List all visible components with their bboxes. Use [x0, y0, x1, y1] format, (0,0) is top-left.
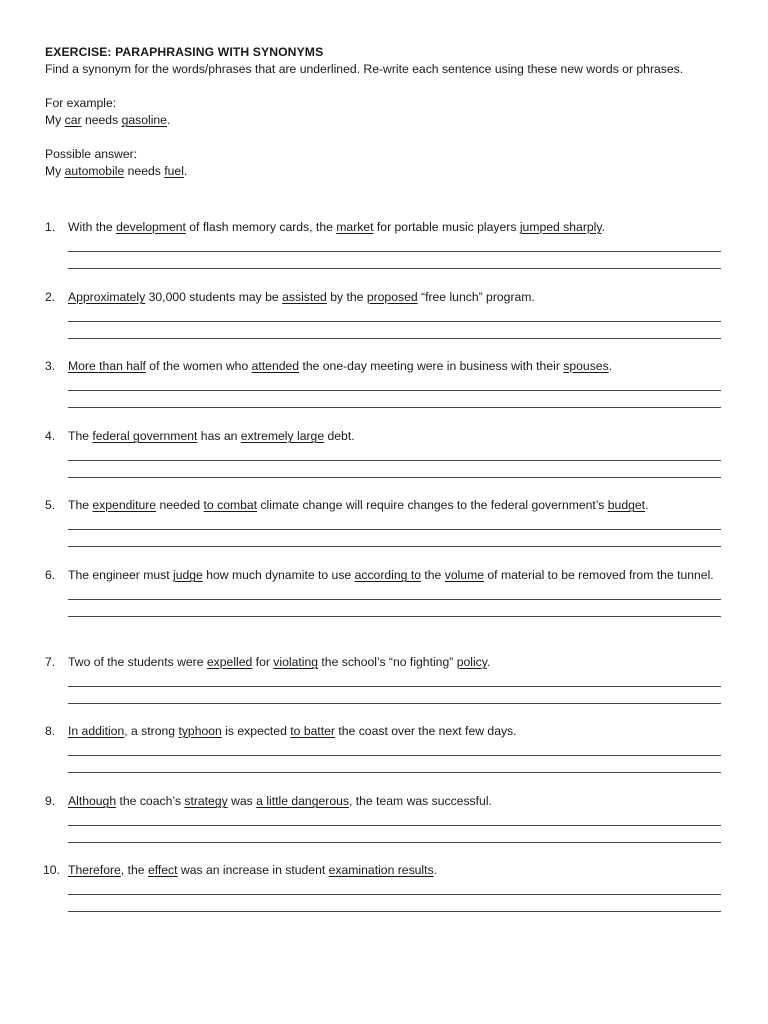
question-number: 9. — [45, 794, 56, 808]
sentence-text: . — [601, 220, 605, 234]
sentence-text: by the — [326, 290, 367, 304]
question-sentence — [68, 289, 721, 306]
question-item — [45, 358, 721, 408]
underlined-phrase: typhoon — [178, 724, 222, 738]
question-number: 6. — [45, 568, 56, 582]
sentence-text: Two of the students were — [68, 655, 207, 669]
question-number: 8. — [45, 724, 56, 738]
underlined-phrase: expelled — [206, 655, 253, 669]
sentence-text: was an increase in student — [177, 863, 329, 877]
answer-line[interactable] — [68, 445, 721, 461]
underlined-phrase: More than half — [68, 359, 146, 373]
sentence-text: debt. — [324, 429, 355, 443]
underlined-phrase: automobile — [64, 164, 125, 178]
underlined-phrase: spouses — [563, 359, 609, 373]
underlined-phrase: attended — [251, 359, 300, 373]
sentence-text: “free lunch” program. — [417, 290, 535, 304]
answer-line[interactable] — [68, 236, 721, 252]
underlined-phrase: volume — [444, 568, 485, 582]
underlined-phrase: market — [336, 220, 374, 234]
question-number: 2. — [45, 290, 56, 304]
answer-line[interactable] — [68, 826, 721, 843]
underlined-phrase: Although — [68, 794, 117, 808]
question-sentence — [68, 428, 721, 445]
answer-line[interactable] — [68, 530, 721, 547]
sentence-text: is expected — [221, 724, 291, 738]
example-label: For example: — [45, 96, 117, 110]
answer-line[interactable] — [68, 687, 721, 704]
answer-line[interactable] — [68, 322, 721, 339]
answer-line[interactable] — [68, 391, 721, 408]
underlined-phrase: Approximately — [68, 290, 146, 304]
underlined-phrase: fuel — [164, 164, 184, 178]
sentence-text: With the — [68, 220, 117, 234]
example-sentence — [45, 112, 721, 129]
worksheet-header — [45, 44, 721, 180]
question-number: 7. — [45, 655, 56, 669]
question-number: 10. — [43, 863, 60, 877]
question-sentence — [68, 219, 721, 236]
sentence-text: , the — [120, 863, 148, 877]
answer-line[interactable] — [68, 600, 721, 617]
answer-line[interactable] — [68, 671, 721, 687]
sentence-text: was — [227, 794, 257, 808]
underlined-phrase: In addition — [68, 724, 125, 738]
sentence-text: . — [433, 863, 438, 877]
sentence-text: of material to be removed from the tunnel. — [484, 568, 714, 582]
underlined-phrase: examination results — [328, 863, 434, 877]
sentence-text: 30,000 students may be — [145, 290, 283, 304]
sentence-text: of the women who — [145, 359, 252, 373]
answer-line[interactable] — [68, 895, 721, 912]
underlined-phrase: extremely large — [240, 429, 325, 443]
question-sentence — [68, 567, 721, 584]
sentence-text: the coast over the next few days. — [334, 724, 517, 738]
sentence-text: . — [608, 359, 613, 373]
answer-line[interactable] — [68, 306, 721, 322]
sentence-text: , a strong — [124, 724, 179, 738]
sentence-text: how much dynamite to use — [202, 568, 355, 582]
answer-line[interactable] — [68, 756, 721, 773]
question-number: 5. — [45, 498, 56, 512]
underlined-phrase: budget — [607, 498, 646, 512]
answer-line[interactable] — [68, 514, 721, 530]
underlined-phrase: to combat — [203, 498, 258, 512]
underlined-phrase: violating — [273, 655, 319, 669]
question-item — [45, 428, 721, 478]
question-number: 3. — [45, 359, 56, 373]
sentence-text: The — [68, 498, 93, 512]
question-sentence — [68, 358, 721, 375]
question-item — [45, 862, 721, 912]
sentence-text: climate change will require changes to the federal government’s — [257, 498, 608, 512]
question-number: 4. — [45, 429, 56, 443]
sentence-text: the — [421, 568, 445, 582]
question-item — [45, 219, 721, 269]
sentence-text: My — [45, 113, 65, 127]
underlined-phrase: development — [116, 220, 186, 234]
sentence-text: . — [645, 498, 649, 512]
answer-line[interactable] — [68, 252, 721, 269]
question-sentence — [68, 723, 721, 740]
underlined-phrase: federal government — [92, 429, 198, 443]
question-item — [45, 723, 721, 773]
sentence-text: The engineer must — [68, 568, 174, 582]
question-item — [45, 793, 721, 843]
question-sentence — [68, 862, 721, 879]
sentence-text: . — [166, 113, 171, 127]
underlined-phrase: according to — [354, 568, 421, 582]
sentence-text: of flash memory cards, the — [185, 220, 337, 234]
answer-line[interactable] — [68, 461, 721, 478]
answer-line[interactable] — [68, 584, 721, 600]
underlined-phrase: proposed — [366, 290, 418, 304]
worksheet-instructions: Find a synonym for the words/phrases that are underlined. Re-write each sentence using these new words or phrases. — [45, 62, 684, 76]
underlined-phrase: expenditure — [92, 498, 157, 512]
answer-line[interactable] — [68, 810, 721, 826]
question-sentence — [68, 654, 721, 671]
sentence-text: . — [183, 164, 188, 178]
sentence-text: the coach’s — [116, 794, 185, 808]
underlined-phrase: car — [64, 113, 82, 127]
sentence-text: The — [68, 429, 93, 443]
underlined-phrase: policy — [456, 655, 487, 669]
worksheet-title: EXERCISE: PARAPHRASING WITH SYNONYMS — [45, 45, 324, 59]
answer-line[interactable] — [68, 375, 721, 391]
underlined-phrase: jumped sharply — [519, 220, 602, 234]
underlined-phrase: assisted — [282, 290, 327, 304]
sentence-text: needs — [124, 164, 165, 178]
sentence-text: needed — [156, 498, 204, 512]
underlined-phrase: Therefore — [68, 863, 121, 877]
underlined-phrase: gasoline — [121, 113, 167, 127]
sentence-text: , the team was successful. — [348, 794, 492, 808]
answer-label: Possible answer: — [45, 147, 138, 161]
sentence-text: for portable music players — [373, 220, 520, 234]
question-sentence — [68, 793, 721, 810]
question-item — [45, 654, 721, 704]
question-sentence — [68, 497, 721, 514]
question-item — [45, 567, 721, 617]
underlined-phrase: strategy — [184, 794, 228, 808]
answer-line[interactable] — [68, 879, 721, 895]
underlined-phrase: effect — [147, 863, 178, 877]
sentence-text: for — [252, 655, 274, 669]
question-item — [45, 289, 721, 339]
sentence-text: has an — [197, 429, 241, 443]
question-item — [45, 497, 721, 547]
sentence-text: My — [45, 164, 65, 178]
sentence-text: . — [486, 655, 491, 669]
underlined-phrase: a little dangerous — [256, 794, 349, 808]
sentence-text: needs — [81, 113, 122, 127]
question-number: 1. — [45, 220, 56, 234]
spacer — [45, 78, 721, 95]
spacer — [45, 129, 721, 146]
answer-sentence — [45, 163, 721, 180]
sentence-text: the one-day meeting were in business with their — [299, 359, 564, 373]
underlined-phrase: to batter — [290, 724, 335, 738]
underlined-phrase: judge — [173, 568, 203, 582]
sentence-text: the school’s “no fighting” — [318, 655, 457, 669]
answer-line[interactable] — [68, 740, 721, 756]
